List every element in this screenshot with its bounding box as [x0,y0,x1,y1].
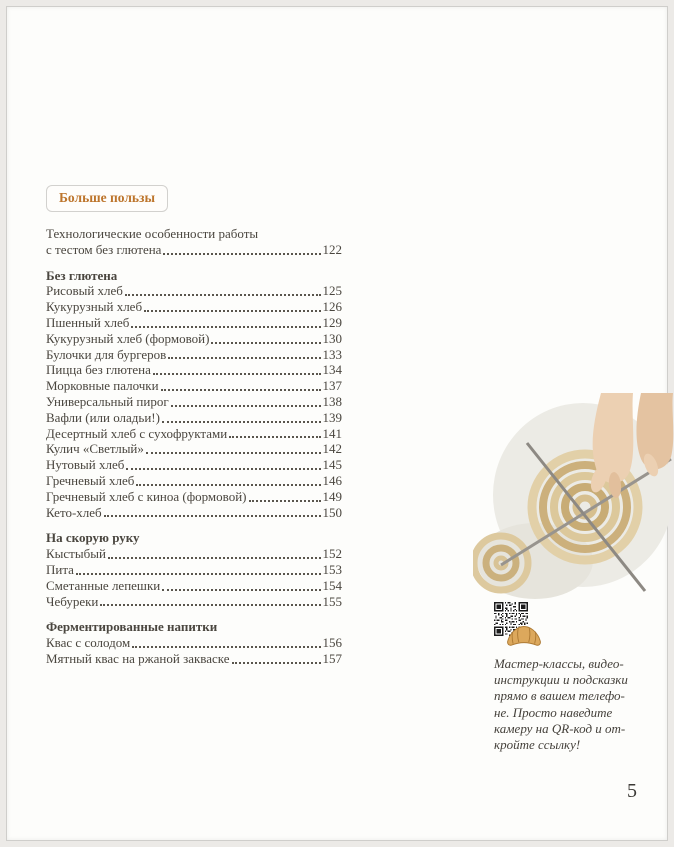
toc-item-page: 153 [322,561,342,577]
toc-item [46,426,342,442]
toc-section-quick [46,530,342,609]
toc-item-title: Сметанные лепешки [46,577,161,593]
toc-item-title: Рисовый хлеб [46,283,123,299]
toc-item-title: Кулич «Светлый» [46,441,144,457]
toc-item [46,362,342,378]
toc-item [46,594,342,610]
toc-intro-line1: Технологические особенности работы [46,226,259,241]
dot-leader [168,357,320,359]
dot-leader [162,589,320,591]
toc-item-title: с тестом без глютена [46,241,162,257]
page-number: 5 [627,780,637,802]
toc-item-title: Кето-хлеб [46,504,102,520]
toc-item [46,651,342,667]
dot-leader [131,326,320,328]
toc-item-title: Нутовый хлеб [46,457,125,473]
toc-item-page: 125 [322,283,342,299]
toc-item [46,315,342,331]
toc-item [46,283,342,299]
toc-item-title: Булочки для бургеров [46,346,167,362]
toc-item-page: 138 [322,393,342,409]
toc-item-page: 141 [322,425,342,441]
qr-caption-line: Мастер-классы, видео- [494,656,624,671]
toc-item-page: 156 [322,635,342,651]
dot-leader [146,452,321,454]
dot-leader [125,294,321,296]
toc-item-title: Пита [46,561,74,577]
dot-leader [104,515,321,517]
toc-item-title: Кыстыбый [46,546,106,562]
table-of-contents [46,226,342,667]
qr-caption [494,656,674,753]
toc-item-title: Кукурузный хлеб [46,299,143,315]
toc-item [46,562,342,578]
dot-leader [153,373,321,375]
toc-item [46,410,342,426]
dot-leader [229,436,320,438]
croissant-icon [505,623,543,649]
dot-leader [161,389,321,391]
toc-item [46,331,342,347]
toc-item [46,441,342,457]
toc-item-page: 157 [322,650,342,666]
qr-caption-line: инструкции и подсказки [494,672,628,688]
qr-caption-line: не. Просто наведите [494,704,613,720]
toc-intro [46,226,342,258]
toc-item-page: 126 [322,299,342,315]
toc-item-page: 155 [322,593,342,609]
section-badge: Больше пользы [46,185,168,212]
toc-item [46,505,342,521]
toc-item [46,394,342,410]
toc-item [46,299,342,315]
toc-item-page: 129 [322,314,342,330]
toc-item-title: Пшенный хлеб [46,314,130,330]
toc-item-page: 142 [322,441,342,457]
toc-item-title: Вафли (или оладьи!) [46,409,160,425]
toc-item-page: 154 [322,577,342,593]
toc-item-page: 150 [322,504,342,520]
toc-item-page: 145 [322,457,342,473]
dot-leader [211,342,320,344]
qr-caption-line: прямо в вашем телефо- [494,688,625,704]
dot-leader [100,604,320,606]
toc-item-title: Гречневый хлеб [46,472,135,488]
toc-item-page: 146 [322,472,342,488]
toc-item [46,457,342,473]
toc-item [46,635,342,651]
toc-item [46,489,342,505]
toc-item-title: Десертный хлеб с сухофруктами [46,425,228,441]
toc-section-drinks [46,619,342,666]
toc-item [46,242,342,258]
toc-item [46,378,342,394]
section-heading: Ферментированные напитки [46,619,218,635]
qr-caption-line: камеру на QR-код и от- [494,720,626,736]
toc-item-title: Гречневый хлеб с киноа (формовой) [46,488,247,504]
toc-item [46,546,342,562]
toc-item-page: 137 [322,378,342,394]
toc-item-page: 152 [322,546,342,562]
dot-leader [163,253,320,255]
dot-leader [126,468,320,470]
dot-leader [144,310,320,312]
dot-leader [171,405,321,407]
dough-hands-illustration [473,393,674,601]
book-page [6,6,668,841]
toc-item-title: Универсальный пирог [46,393,169,409]
toc-item-title: Мятный квас на ржаной закваске [46,650,230,666]
toc-item-page: 134 [322,362,342,378]
dot-leader [249,500,321,502]
section-heading: На скорую руку [46,530,140,546]
toc-item-title: Чебуреки [46,593,99,609]
toc-item-title: Пицца без глютена [46,362,151,378]
toc-item-page: 122 [322,241,342,257]
dot-leader [162,421,321,423]
dot-leader [108,557,321,559]
toc-item-page: 133 [322,346,342,362]
toc-item [46,347,342,363]
toc-item-page: 149 [322,488,342,504]
qr-caption-line: кройте ссылку! [494,737,581,753]
toc-item-title: Кукурузный хлеб (формовой) [46,330,210,346]
toc-section-gluten-free [46,268,342,521]
section-heading: Без глютена [46,267,118,283]
dot-leader [76,573,321,575]
dot-leader [136,484,320,486]
toc-item [46,473,342,489]
toc-item-page: 130 [322,330,342,346]
toc-item-title: Морковные палочки [46,378,159,394]
dot-leader [132,646,320,648]
toc-item [46,578,342,594]
toc-item-title: Квас с солодом [46,635,131,651]
toc-item-page: 139 [322,409,342,425]
dot-leader [232,662,321,664]
